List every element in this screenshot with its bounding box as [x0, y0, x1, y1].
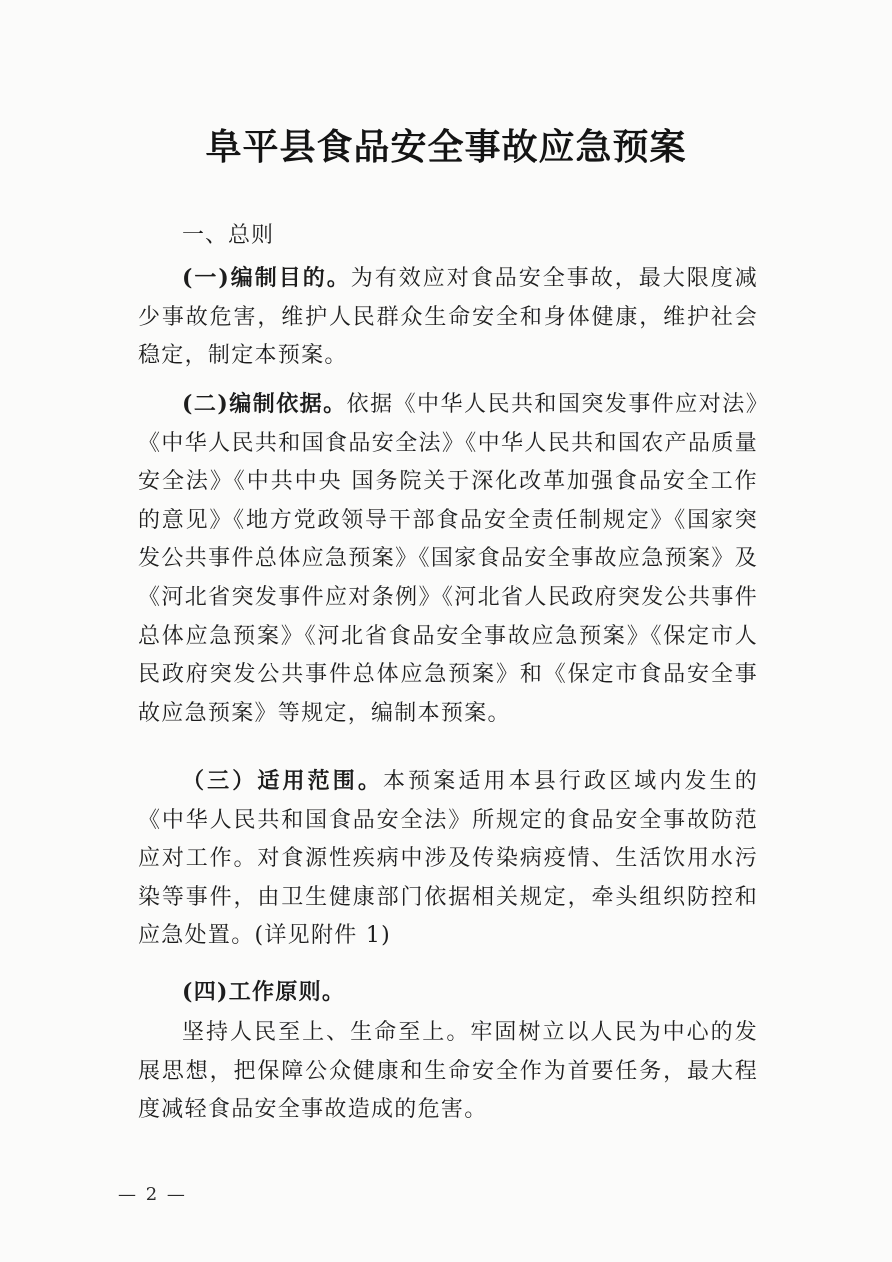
page-number: — 2 —	[118, 1184, 187, 1205]
paragraph-purpose-text	[138, 259, 758, 376]
paragraph-lead: (一)编制目的。	[182, 265, 351, 291]
paragraph-purpose	[138, 259, 758, 376]
paragraph-scope	[138, 762, 758, 956]
paragraph-people-first	[138, 1014, 758, 1130]
paragraph-lead: (四)工作原则。	[182, 979, 346, 1005]
paragraph-lead: （三）适用范围。	[182, 768, 383, 794]
paragraph-principles-heading	[138, 973, 758, 1013]
document-title: 阜平县食品安全事故应急预案	[205, 126, 687, 168]
paragraph-body: 依据《中华人民共和国突发事件应对法》《中华人民共和国食品安全法》《中华人民共和国农产品质量安全法》《中共中央 国务院关于深化改革加强食品安全工作的意见》《地方党政领导干部食品安全责任制规定》《国家突发公共事件总体应急预案》《国家食品安全事故应急预案》及《河北省突发事件应对条例》《河北省人民政府突发公共事件总体应急预案》《河北省食品安全事故应急预案》《保定市人民政府突发公共事件总体应急预案》和《保定市食品安全事故应急预案》等规定，编制本预案。	[138, 392, 759, 726]
paragraph-body: 本预案适用本县行政区域内发生的《中华人民共和国食品安全法》所规定的食品安全事故防范应对工作。对食源性疾病中涉及传染病疫情、生活饮用水污染等事件，由卫生健康部门依据相关规定，牵头组织防控和应急处置。(详见附件 1)	[138, 769, 758, 949]
paragraph-basis-text	[138, 385, 758, 733]
paragraph-basis	[138, 385, 758, 733]
paragraph-lead: (二)编制依据。	[182, 391, 347, 417]
section-heading: 一、总则	[182, 223, 275, 248]
paragraph-body: 为有效应对食品安全事故，最大限度减少事故危害，维护人民群众生命安全和身体健康，维护社会稳定，制定本预案。	[138, 266, 758, 369]
paragraph-people-first-text: 坚持人民至上、生命至上。牢固树立以人民为中心的发展思想，把保障公众健康和生命安全作为首要任务，最大程度减轻食品安全事故造成的危害。	[138, 1020, 758, 1123]
paragraph-scope-text	[138, 762, 758, 956]
paragraph-principles-text	[138, 973, 758, 1013]
